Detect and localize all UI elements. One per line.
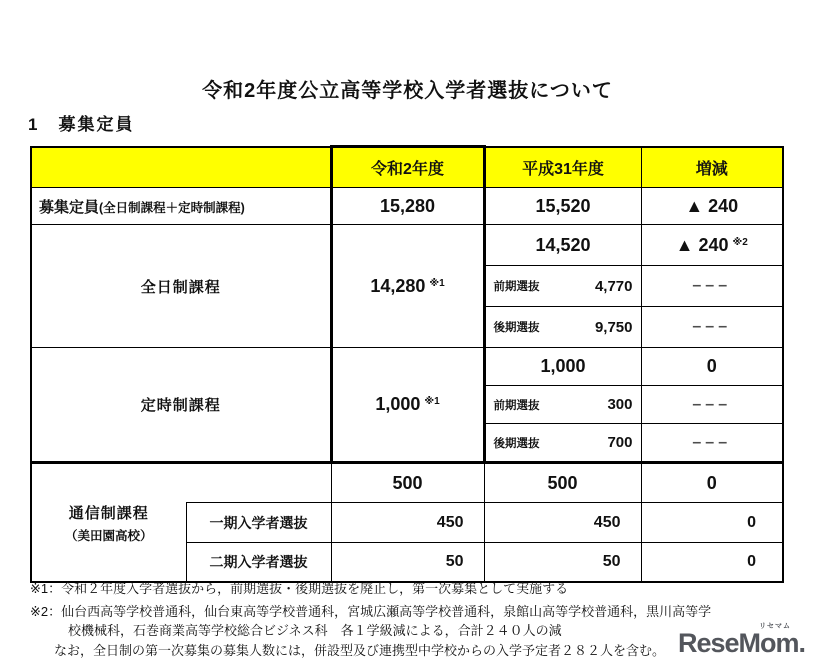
- table-row: [31, 348, 783, 386]
- parttime-diff-total: 0: [641, 348, 783, 386]
- parttime-label: 定時制課程: [31, 348, 331, 463]
- correspondence-school: （美田園高校）: [64, 528, 153, 543]
- fulltime-late-cell: [484, 307, 641, 348]
- footnote-2-line1: ※2：仙台西高等学校普通科，仙台東高等学校普通科，宮城広瀬高等学校普通科，泉館山高等学校普通科，黒川高等学: [30, 604, 712, 619]
- second-term-reiwa2: 50: [331, 543, 484, 583]
- first-term-label: 一期入学者選抜: [186, 503, 331, 543]
- second-term-heisei31: 50: [484, 543, 641, 583]
- parttime-heisei31-total: 1,000: [484, 348, 641, 386]
- resemom-logo-ruby: リセマム: [759, 623, 791, 630]
- empty-sub-cell: [186, 463, 331, 503]
- table-header-row: [31, 147, 783, 188]
- table-row: [31, 188, 783, 225]
- parttime-late-label: 後期選抜: [493, 437, 540, 450]
- correspondence-total-reiwa2: 500: [331, 463, 484, 503]
- parttime-early-diff: –––: [641, 386, 783, 424]
- total-label-main: 募集定員: [39, 198, 100, 216]
- correspondence-label: 通信制課程: [68, 504, 149, 522]
- header-reiwa2: 令和2年度: [331, 147, 484, 188]
- total-label-cell: [31, 188, 331, 225]
- table-row: [31, 463, 783, 503]
- resemom-logo: [677, 623, 805, 658]
- header-heisei31: 平成31年度: [484, 147, 641, 188]
- fulltime-early-value: 4,770: [594, 277, 633, 295]
- second-term-label: 二期入学者選抜: [186, 543, 331, 583]
- second-term-diff: 0: [641, 543, 783, 583]
- fulltime-label: 全日制課程: [31, 225, 331, 348]
- recruitment-capacity-table: [30, 145, 784, 464]
- fulltime-late-diff: –––: [641, 307, 783, 348]
- parttime-reiwa2-cell: [331, 348, 484, 463]
- fulltime-diff-value: ▲ 240: [675, 234, 729, 255]
- parttime-late-cell: [484, 424, 641, 463]
- footnote2-marker: ※2: [732, 236, 748, 248]
- fulltime-early-cell: [484, 266, 641, 307]
- footnotes: [30, 579, 790, 660]
- first-term-diff: 0: [641, 503, 783, 543]
- total-reiwa2-value: 15,280: [331, 188, 484, 225]
- parttime-late-value: 700: [607, 434, 633, 451]
- first-term-heisei31: 450: [484, 503, 641, 543]
- header-empty-cell: [31, 147, 331, 188]
- header-diff: 増減: [641, 147, 783, 188]
- parttime-reiwa2-value: 1,000: [375, 393, 421, 414]
- total-diff-value: ▲ 240: [641, 188, 783, 225]
- correspondence-total-heisei31: 500: [484, 463, 641, 503]
- fulltime-reiwa2-cell: [331, 225, 484, 348]
- resemom-logo-text: ReseMom.: [677, 628, 805, 658]
- fulltime-early-diff: –––: [641, 266, 783, 307]
- parttime-late-diff: –––: [641, 424, 783, 463]
- total-label-sub: (全日制課程＋定時制課程): [99, 200, 245, 215]
- parttime-early-label: 前期選抜: [493, 399, 540, 412]
- correspondence-label-cell: [31, 463, 186, 582]
- fulltime-late-label: 後期選抜: [493, 322, 540, 334]
- footnote1-marker: ※1: [424, 395, 440, 407]
- fulltime-late-value: 9,750: [594, 318, 633, 336]
- parttime-early-value: 300: [607, 396, 633, 413]
- total-heisei31-value: 15,520: [484, 188, 641, 225]
- page-title: 令和2年度公立高等学校入学者選抜について: [202, 80, 613, 102]
- footnote1-marker: ※1: [429, 277, 445, 289]
- fulltime-early-label: 前期選抜: [493, 281, 540, 293]
- correspondence-course-table: [30, 462, 784, 583]
- table-row: [31, 225, 783, 266]
- fulltime-diff-cell: [641, 225, 783, 266]
- fulltime-heisei31-total: 14,520: [484, 225, 641, 266]
- section-heading: 1 募集定員: [28, 115, 135, 134]
- parttime-early-cell: [484, 386, 641, 424]
- footnote-1: ※1：令和２年度入学者選抜から，前期選抜・後期選抜を廃止し，第一次募集として実施する: [30, 581, 569, 596]
- fulltime-reiwa2-value: 14,280: [370, 275, 426, 296]
- correspondence-total-diff: 0: [641, 463, 783, 503]
- footnote-3: なお，全日制の第一次募集の募集人数には，併設型及び連携型中学校からの入学予定者２８２人を含む。: [54, 643, 666, 658]
- footnote-2-line2: 校機械科，石巻商業高等学校総合ビジネス科 各１学級減による，合計２４０人の減: [68, 623, 562, 638]
- first-term-reiwa2: 450: [331, 503, 484, 543]
